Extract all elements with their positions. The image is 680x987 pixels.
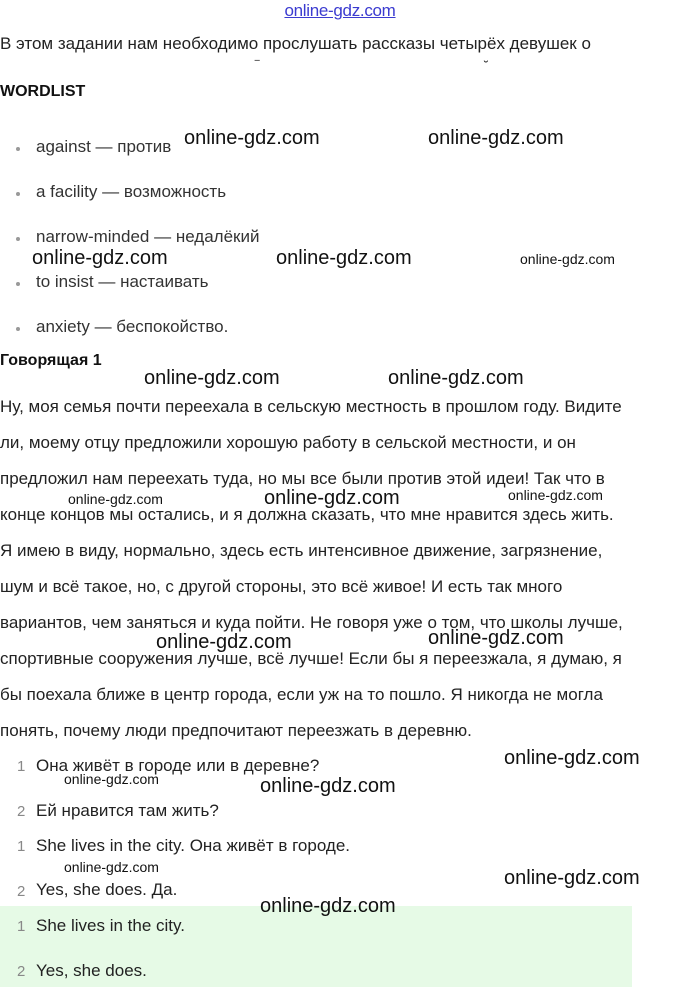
speaker-line: спортивные сооружения лучше, всё лучше! Если бы я переезжала, я думаю, я [0, 649, 622, 668]
wordlist-item-text: against — против [36, 137, 172, 156]
wordlist-item [18, 272, 209, 292]
wordlist-item [18, 317, 228, 337]
watermark: online-gdz.com [520, 251, 615, 267]
wordlist-item [18, 227, 259, 247]
wordlist-item [18, 182, 226, 202]
watermark: online-gdz.com [144, 367, 280, 389]
question-number: 1 [17, 758, 26, 775]
watermark: online-gdz.com [428, 127, 564, 149]
wordlist-item-text: anxiety — беспокойство. [36, 317, 229, 336]
watermark: online-gdz.com [428, 627, 564, 649]
question-number: 2 [17, 803, 26, 820]
answer-number: 2 [17, 963, 26, 980]
watermark: online-gdz.com [388, 367, 524, 389]
speaker-line: предложил нам переехать туда, но мы все были против этой идеи! Так что в [0, 469, 605, 488]
intro-text: В этом задании нам необходимо прослушать рассказы четырёх девушек о [0, 34, 591, 53]
wordlist-title: WORDLIST [0, 83, 86, 100]
watermark: online-gdz.com [64, 859, 159, 875]
watermark: online-gdz.com [156, 631, 292, 653]
wordlist-item-text: a facility — возможность [36, 182, 227, 201]
speaker-line: шум и всё такое, но, с другой стороны, это всё живое! И есть так много [0, 577, 563, 596]
watermark: online-gdz.com [260, 895, 396, 917]
speaker-line: бы поехала ближе в центр города, если уж на то пошло. Я никогда не могла [0, 685, 603, 704]
answer-text: Yes, she does. [36, 961, 147, 980]
speaker-line: конце концов мы остались, и я должна сказать, что мне нравится здесь жить. [0, 505, 614, 524]
watermark: online-gdz.com [184, 127, 320, 149]
speaker-title: Говорящая 1 [0, 352, 102, 369]
answer-number: 1 [17, 838, 26, 855]
header-watermark: online-gdz.com [284, 1, 396, 20]
watermark: online-gdz.com [64, 771, 159, 787]
speaker-line: ли, моему отцу предложили хорошую работу в сельской местности, и он [0, 433, 576, 452]
answer-text: She lives in the city. Она живёт в городе. [36, 836, 351, 855]
speaker-line: понять, почему люди предпочитают переезжать в деревню. [0, 721, 472, 740]
watermark: online-gdz.com [504, 867, 640, 889]
watermark: online-gdz.com [508, 487, 603, 503]
wordlist-item [18, 137, 171, 157]
wordlist-item-text: narrow-minded — недалёкий [36, 227, 260, 246]
wordlist-item-text: to insist — настаивать [36, 272, 209, 291]
watermark: online-gdz.com [264, 487, 400, 509]
watermark: online-gdz.com [260, 775, 396, 797]
speaker-line: Я имею в виду, нормально, здесь есть интенсивное движение, загрязнение, [0, 541, 603, 560]
answer-text: Yes, she does. Да. [36, 880, 178, 899]
watermark: online-gdz.com [504, 747, 640, 769]
watermark: online-gdz.com [276, 247, 412, 269]
question-text: Она живёт в городе или в деревне? [36, 756, 320, 775]
intro-clipped-line: ‾ ˘ [255, 58, 489, 73]
watermark: online-gdz.com [68, 491, 163, 507]
speaker-line: вариантов, чем заняться и куда пойти. Не говоря уже о том, что школы лучше, [0, 613, 623, 632]
answer-number: 1 [17, 918, 26, 935]
speaker-line: Ну, моя семья почти переехала в сельскую местность в прошлом году. Видите [0, 397, 622, 416]
question-text: Ей нравится там жить? [36, 801, 219, 820]
answer-text: She lives in the city. [36, 916, 185, 935]
watermark: online-gdz.com [32, 247, 168, 269]
answer-number: 2 [17, 883, 26, 900]
